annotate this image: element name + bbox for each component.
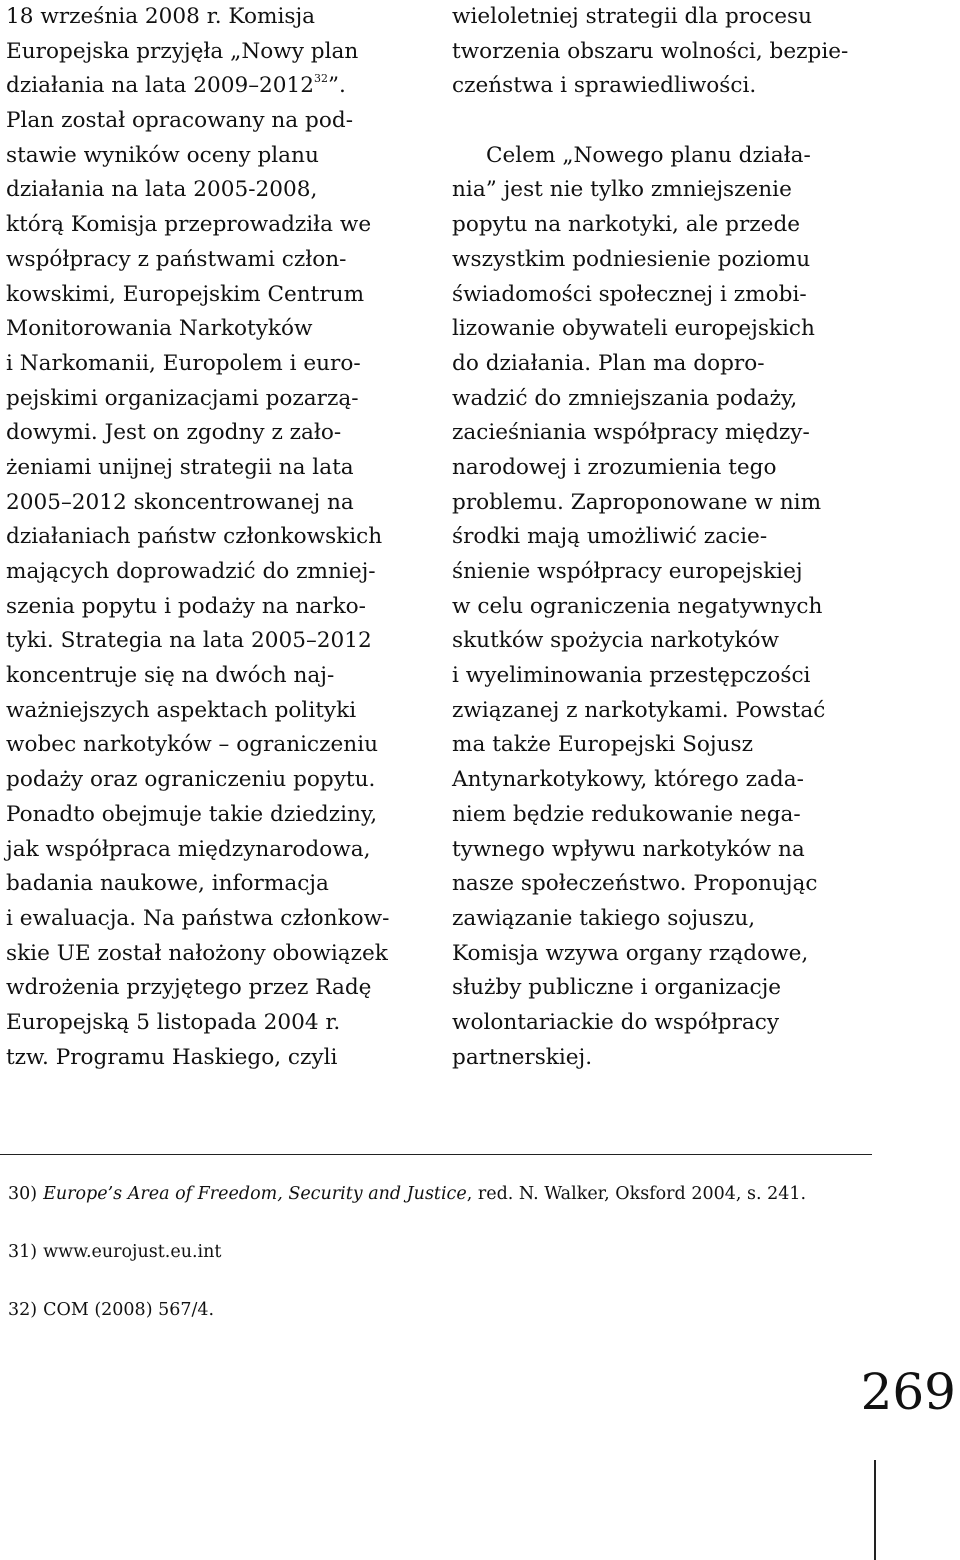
text-line: badania naukowe, informacja — [6, 871, 329, 897]
text-line: świadomości społecznej i zmobi- — [452, 281, 807, 307]
footnote-31 — [8, 1241, 221, 1263]
text-line: środki mają umożliwić zacie- — [452, 524, 768, 550]
footnote-text: , red. N. Walker, Oksford 2004, s. 241. — [466, 1184, 807, 1204]
text-line: niem będzie redukowanie nega- — [452, 801, 801, 827]
text-line: popytu na narkotyki, ale przede — [452, 212, 801, 238]
footnote-link[interactable]: www.eurojust.eu.int — [43, 1242, 222, 1262]
text-line: czeństwa i sprawiedliwości. — [452, 73, 757, 99]
footnote-reference-32[interactable]: 32 — [313, 72, 328, 86]
text-line: skutków spożycia narkotyków — [452, 628, 780, 654]
footnote-book-title: Europe’s Area of Freedom, Security and Justice — [43, 1184, 467, 1204]
text-line: Celem „Nowego planu działa- — [486, 142, 811, 168]
text-line: koncentruje się na dwóch naj- — [6, 663, 335, 689]
footnote-number: 30) — [8, 1184, 38, 1204]
text-line: partnerskiej. — [452, 1044, 593, 1070]
text-line-segment: ”. — [327, 73, 346, 99]
margin-rule — [874, 1460, 876, 1560]
text-line: i ewaluacja. Na państwa członkow- — [6, 905, 390, 931]
text-line: Komisja wzywa organy rządowe, — [452, 940, 809, 966]
text-line: wdrożenia przyjętego przez Radę — [6, 975, 372, 1001]
footnote-number: 32) — [8, 1300, 38, 1320]
text-line: działania na lata 2005-2008, — [6, 177, 318, 203]
text-line: zawiązanie takiego sojuszu, — [452, 905, 756, 931]
text-line: kowskimi, Europejskim Centrum — [6, 281, 365, 307]
text-line: Europejską 5 listopada 2004 r. — [6, 1009, 341, 1035]
text-line: nasze społeczeństwo. Proponując — [452, 871, 818, 897]
text-line: tyki. Strategia na lata 2005–2012 — [6, 628, 372, 654]
text-line: tworzenia obszaru wolności, bezpie- — [452, 38, 849, 64]
text-line: Plan został opracowany na pod- — [6, 108, 353, 134]
text-line: Europejska przyjęła „Nowy plan — [6, 38, 359, 64]
text-line: stawie wyników oceny planu — [6, 142, 319, 168]
paragraph — [452, 0, 882, 104]
text-line: Ponadto obejmuje takie dziedziny, — [6, 801, 378, 827]
footnote-30 — [8, 1183, 806, 1205]
text-line: śnienie współpracy europejskiej — [452, 559, 803, 584]
text-line: wolontariackie do współpracy — [452, 1009, 780, 1035]
text-line: ważniejszych aspektach polityki — [6, 697, 357, 723]
text-line: w celu ograniczenia negatywnych — [452, 593, 823, 619]
text-line: nia” jest nie tylko zmniejszenie — [452, 177, 792, 203]
footnote-text: COM (2008) 567/4. — [43, 1300, 215, 1320]
text-line: służby publiczne i organizacje — [452, 975, 782, 1001]
paragraph-gap — [452, 104, 882, 139]
text-line: ma także Europejski Sojusz — [452, 732, 753, 758]
text-line: wieloletniej strategii dla procesu — [452, 4, 812, 29]
right-text-column — [452, 0, 882, 1075]
text-line: problemu. Zaproponowane w nim — [452, 489, 822, 515]
page-number: 269 — [860, 1363, 956, 1421]
text-line: do działania. Plan ma dopro- — [452, 350, 765, 376]
text-line: pejskimi organizacjami pozarzą- — [6, 385, 359, 411]
text-line: wobec narkotyków – ograniczeniu — [6, 732, 379, 758]
left-text-column — [6, 0, 421, 1075]
footnote-divider — [0, 1154, 872, 1155]
text-line-with-footnote — [6, 69, 421, 104]
text-line: działaniach państw członkowskich — [6, 524, 383, 550]
text-line: żeniami unijnej strategii na lata — [6, 454, 354, 480]
text-line: lizowanie obywateli europejskich — [452, 316, 815, 342]
text-line: i Narkomanii, Europolem i euro- — [6, 350, 361, 376]
text-line-segment: działania na lata 2009–2012 — [6, 73, 314, 99]
text-line: Antynarkotykowy, którego zada- — [452, 767, 804, 793]
text-line: skie UE został nałożony obowiązek — [6, 940, 388, 966]
text-line: 2005–2012 skoncentrowanej na — [6, 489, 354, 515]
text-line: 18 września 2008 r. Komisja — [6, 4, 316, 29]
text-line: dowymi. Jest on zgodny z zało- — [6, 420, 342, 446]
text-line: wadzić do zmniejszania podaży, — [452, 385, 798, 411]
text-line: którą Komisja przeprowadziła we — [6, 212, 372, 238]
text-line: tywnego wpływu narkotyków na — [452, 836, 805, 862]
text-line: współpracy z państwami człon- — [6, 246, 347, 272]
text-line: szenia popytu i podaży na narko- — [6, 593, 366, 619]
text-line: wszystkim podniesienie poziomu — [452, 246, 811, 272]
text-line: podaży oraz ograniczeniu popytu. — [6, 767, 376, 793]
footnote-32 — [8, 1299, 214, 1321]
text-line: związanej z narkotykami. Powstać — [452, 697, 826, 723]
text-line: mających doprowadzić do zmniej- — [6, 559, 376, 584]
text-line: i wyeliminowania przestępczości — [452, 663, 811, 689]
text-line: Monitorowania Narkotyków — [6, 316, 313, 342]
text-line: narodowej i zrozumienia tego — [452, 454, 777, 480]
text-line: zacieśniania współpracy między- — [452, 420, 810, 446]
text-line: jak współpraca międzynarodowa, — [6, 836, 371, 862]
paragraph — [452, 139, 882, 1076]
text-line: tzw. Programu Haskiego, czyli — [6, 1044, 338, 1070]
footnote-number: 31) — [8, 1242, 38, 1262]
